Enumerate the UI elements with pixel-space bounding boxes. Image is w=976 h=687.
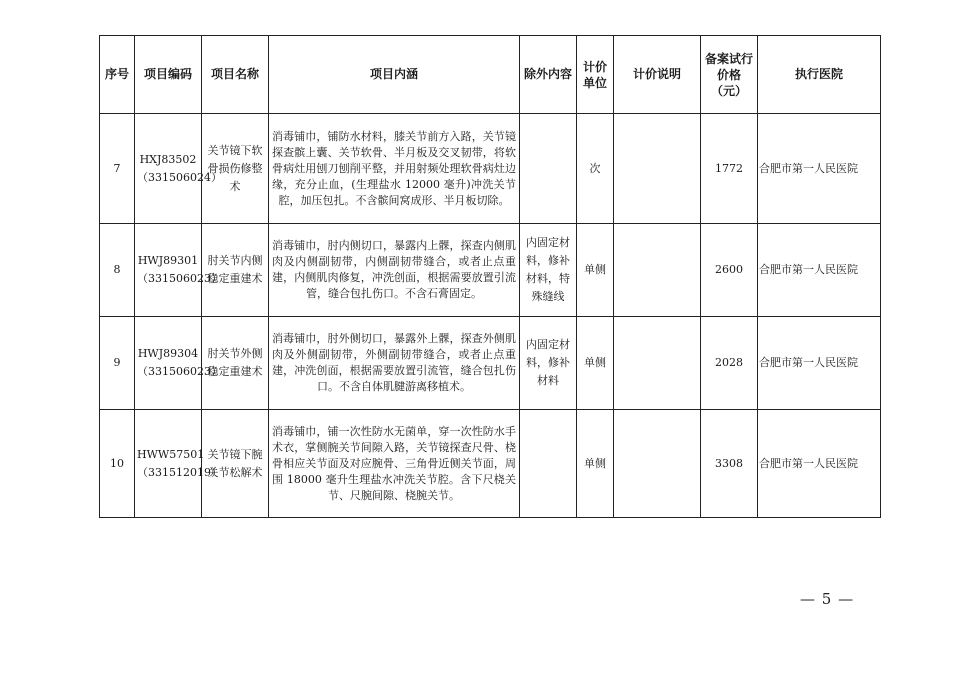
header-note: 计价说明	[614, 36, 701, 114]
cell-note	[614, 114, 701, 224]
cell-hospital: 合肥市第一人民医院	[758, 410, 881, 518]
cell-excluded: 内固定材料，修补材料，特殊缝线	[520, 224, 577, 317]
cell-excluded	[520, 114, 577, 224]
cell-price: 3308	[701, 410, 758, 518]
cell-note	[614, 317, 701, 410]
table-row	[100, 410, 881, 518]
table-row	[100, 317, 881, 410]
cell-hospital: 合肥市第一人民医院	[758, 224, 881, 317]
cell-excluded: 内固定材料，修补材料	[520, 317, 577, 410]
cell-note	[614, 224, 701, 317]
cell-seq: 9	[100, 317, 135, 410]
page-number: — 5 —	[800, 590, 855, 608]
cell-content: 消毒铺巾，铺一次性防水无菌单，穿一次性防水手术衣，掌侧腕关节间隙入路，关节镜探查尺骨、桡骨相应关节面及对应腕骨、三角骨近侧关节面，周围 18000 毫升生理盐水冲洗关节腔。含下尺桡关节、尺腕间隙、桡腕关节。	[269, 410, 520, 518]
cell-excluded	[520, 410, 577, 518]
cell-price: 2600	[701, 224, 758, 317]
header-unit: 计价单位	[577, 36, 614, 114]
cell-name: 关节镜下腕关节松解术	[202, 410, 269, 518]
cell-content: 消毒铺巾，肘外侧切口，暴露外上髁，探查外侧肌肉及外侧副韧带，外侧副韧带缝合，或者止点重建，冲洗创面，根据需要放置引流管，缝合包扎伤口。不含自体肌腱游离移植术。	[269, 317, 520, 410]
cell-code: HXJ83502（331506024）	[135, 114, 202, 224]
cell-name: 肘关节内侧稳定重建术	[202, 224, 269, 317]
header-price: 备案试行价格（元）	[701, 36, 758, 114]
cell-unit: 次	[577, 114, 614, 224]
table-row	[100, 114, 881, 224]
cell-unit: 单侧	[577, 317, 614, 410]
header-hospital: 执行医院	[758, 36, 881, 114]
header-excluded: 除外内容	[520, 36, 577, 114]
cell-seq: 7	[100, 114, 135, 224]
header-content: 项目内涵	[269, 36, 520, 114]
cell-seq: 10	[100, 410, 135, 518]
fee-schedule-table	[99, 35, 881, 518]
cell-code: HWJ89301（331506023）	[135, 224, 202, 317]
cell-hospital: 合肥市第一人民医院	[758, 317, 881, 410]
table-header-row	[100, 36, 881, 114]
cell-name: 肘关节外侧稳定重建术	[202, 317, 269, 410]
cell-unit: 单侧	[577, 410, 614, 518]
cell-content: 消毒铺巾，铺防水材料，膝关节前方入路，关节镜探查髌上囊、关节软骨、半月板及交叉韧带，将软骨病灶用刨刀刨削平整，并用射频处理软骨病灶边缘，充分止血，(生理盐水 12000 毫升)冲洗关节腔，加压包扎。不含髌间窝成形、半月板切除。	[269, 114, 520, 224]
cell-price: 2028	[701, 317, 758, 410]
cell-name: 关节镜下软骨损伤修整术	[202, 114, 269, 224]
cell-hospital: 合肥市第一人民医院	[758, 114, 881, 224]
header-code: 项目编码	[135, 36, 202, 114]
cell-content: 消毒铺巾，肘内侧切口，暴露内上髁，探查内侧肌肉及内侧副韧带，内侧副韧带缝合，或者止点重建，内侧肌肉修复，冲洗创面，根据需要放置引流管，缝合包扎伤口。不含石膏固定。	[269, 224, 520, 317]
cell-seq: 8	[100, 224, 135, 317]
header-seq: 序号	[100, 36, 135, 114]
cell-unit: 单侧	[577, 224, 614, 317]
table-row	[100, 224, 881, 317]
cell-note	[614, 410, 701, 518]
cell-code: HWW57501（331512019）	[135, 410, 202, 518]
cell-price: 1772	[701, 114, 758, 224]
cell-code: HWJ89304（331506023）	[135, 317, 202, 410]
header-name: 项目名称	[202, 36, 269, 114]
